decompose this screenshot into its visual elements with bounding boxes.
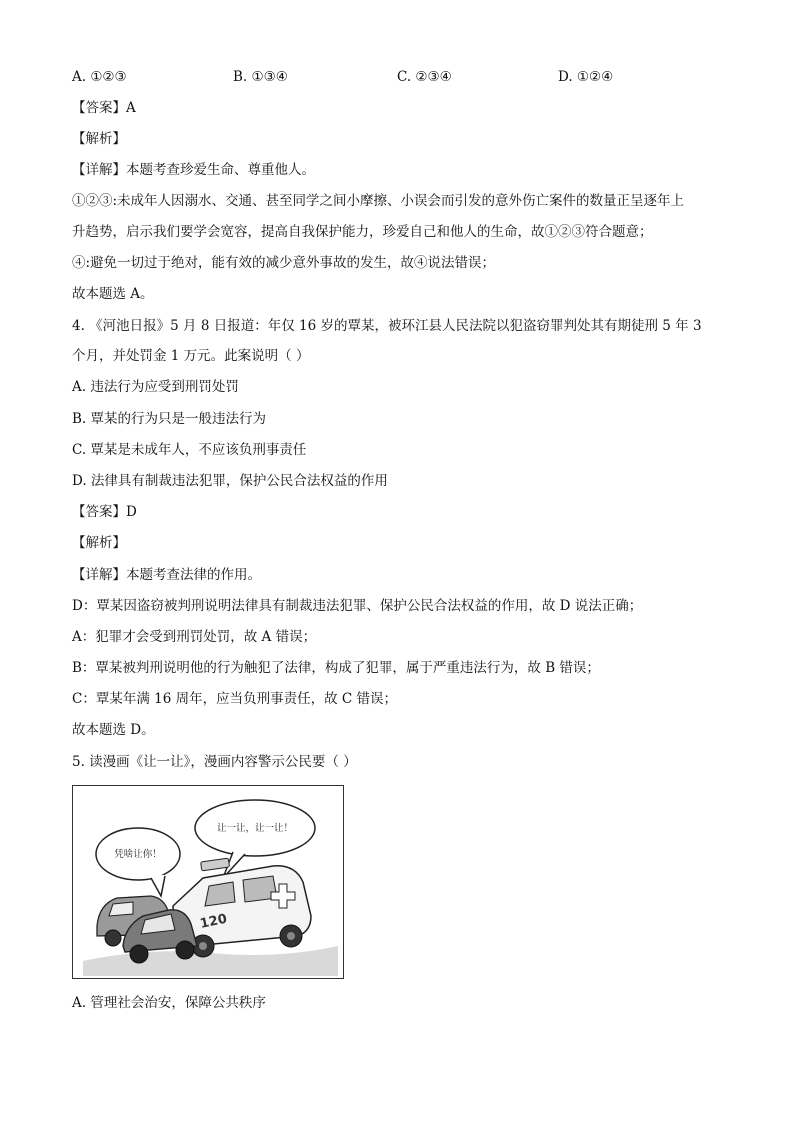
q3-para2: ④:避免一切过于绝对，能有效的减少意外事故的发生，故④说法错误；	[72, 255, 496, 271]
q4-option-d: D. 法律具有制裁违法犯罪，保护公民合法权益的作用	[72, 473, 388, 489]
q4-option-a: A. 违法行为应受到刑罚处罚	[72, 379, 239, 395]
q3-option-c: C. ②③④	[397, 69, 452, 85]
q4-stem-line1: 4. 《河池日报》5 月 8 日报道：年仅 16 岁的覃某，被环江县人民法院以犯盗窃罪判处其有期徒刑 5 年 3	[72, 318, 702, 334]
q5-stem: 5. 读漫画《让一让》，漫画内容警示公民要（ ）	[72, 754, 357, 770]
right-bubble-text: 让一让，让一让！	[216, 823, 294, 834]
q3-option-d: D. ①②④	[558, 69, 614, 85]
q3-answer: 【答案】A	[72, 100, 136, 116]
cartoon-image	[72, 785, 344, 979]
q4-conclusion: 故本题选 D。	[72, 722, 155, 738]
q4-option-c: C. 覃某是未成年人，不应该负刑事责任	[72, 442, 307, 458]
ambulance-number: 120	[198, 911, 229, 932]
q4-stem-line2: 个月，并处罚金 1 万元。此案说明（ ）	[72, 348, 310, 364]
q3-para1-line1: ①②③:未成年人因溺水、交通、甚至同学之间小摩擦、小误会而引发的意外伤亡案件的数量正呈逐年上	[72, 193, 685, 209]
q3-option-a: A. ①②③	[72, 69, 127, 85]
q4-explain-a: A：犯罪才会受到刑罚处罚，故 A 错误；	[72, 629, 317, 645]
q4-explain-c: C：覃某年满 16 周年，应当负刑事责任，故 C 错误；	[72, 691, 398, 707]
q3-conclusion: 故本题选 A。	[72, 286, 154, 302]
q4-explain-d: D：覃某因盗窃被判刑说明法律具有制裁违法犯罪、保护公民合法权益的作用，故 D 说法正确；	[72, 598, 643, 614]
q3-detail: 【详解】本题考查珍爱生命、尊重他人。	[72, 162, 315, 178]
left-speech-bubble	[96, 828, 180, 896]
left-bubble-text: 凭啥让你！	[114, 849, 162, 860]
q4-detail: 【详解】本题考查法律的作用。	[72, 567, 261, 583]
q3-analysis-heading: 【解析】	[72, 131, 126, 147]
q4-analysis-heading: 【解析】	[72, 535, 126, 551]
cartoon-drawing	[73, 786, 343, 978]
q4-option-b: B. 覃某的行为只是一般违法行为	[72, 411, 267, 427]
q3-option-b: B. ①③④	[233, 69, 288, 85]
q4-explain-b: B：覃某被判刑说明他的行为触犯了法律，构成了犯罪，属于严重违法行为，故 B 错误；	[72, 660, 600, 676]
q5-option-a: A. 管理社会治安，保障公共秩序	[72, 995, 266, 1011]
q4-answer: 【答案】D	[72, 504, 137, 520]
q3-para1-line2: 升趋势，启示我们要学会宽容，提高自我保护能力，珍爱自己和他人的生命，故①②③符合题意；	[72, 224, 653, 240]
